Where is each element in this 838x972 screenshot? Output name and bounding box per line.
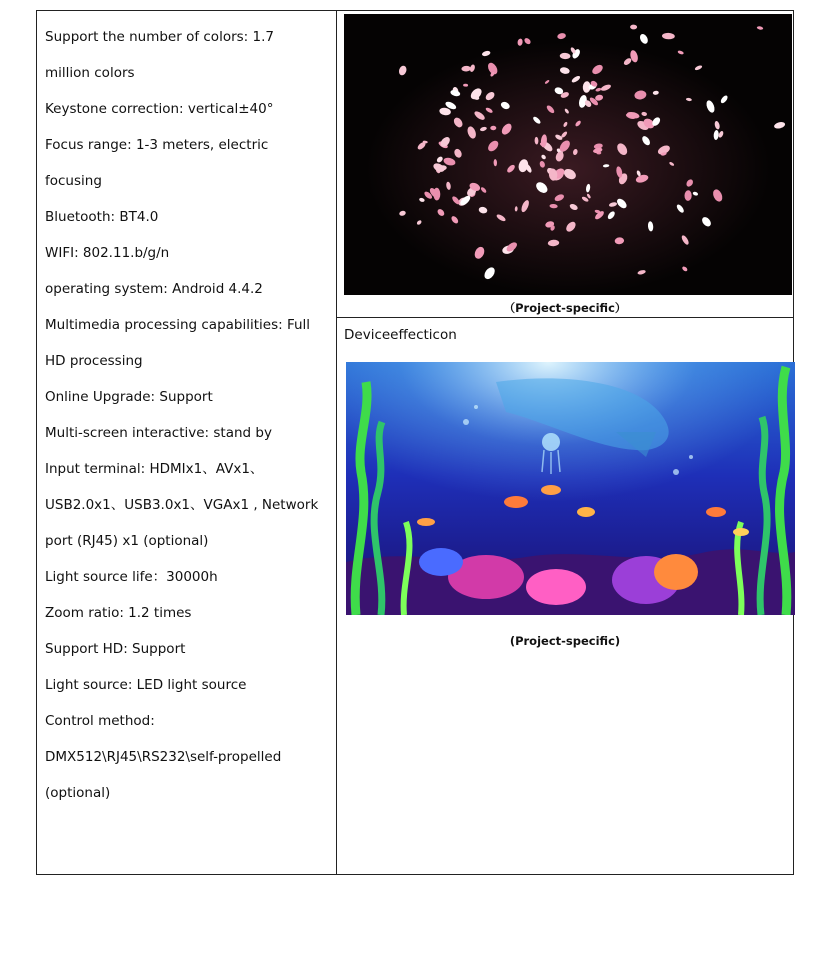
caption-bottom: (Project-specific) <box>509 634 621 648</box>
spec-line: Light source: LED light source <box>45 677 247 693</box>
spec-line: Bluetooth: BT4.0 <box>45 209 159 225</box>
spec-line: USB2.0x1、USB3.0x1、VGAx1 , Network <box>45 497 319 513</box>
row-divider <box>336 317 794 318</box>
spec-line: million colors <box>45 65 135 81</box>
caption-top: （Project-specific） <box>503 301 627 315</box>
spec-line: (optional) <box>45 785 111 801</box>
spec-line: focusing <box>45 173 102 189</box>
spec-line: Light source life：30000h <box>45 569 218 585</box>
spec-line: Multi-screen interactive: stand by <box>45 425 272 441</box>
spec-table <box>36 10 794 875</box>
spec-line: Support the number of colors: 1.7 <box>45 29 274 45</box>
spec-line: Focus range: 1-3 meters, electric <box>45 137 269 153</box>
spec-line: Support HD: Support <box>45 641 186 657</box>
spec-line: Online Upgrade: Support <box>45 389 213 405</box>
spec-line: Multimedia processing capabilities: Full <box>45 317 311 333</box>
spec-line: WIFI: 802.11.b/g/n <box>45 245 170 261</box>
spec-line: DMX512\RJ45\RS232\self-propelled <box>45 749 282 765</box>
spec-line: Zoom ratio: 1.2 times <box>45 605 192 621</box>
underwater-effect-image <box>346 362 795 615</box>
spec-line: operating system: Android 4.4.2 <box>45 281 263 297</box>
spec-line: Control method: <box>45 713 155 729</box>
column-divider <box>336 11 337 874</box>
petals-effect-image <box>344 14 792 295</box>
section-title: Deviceeffecticon <box>344 327 457 343</box>
spec-line: Input terminal: HDMIx1、AVx1、 <box>45 461 264 477</box>
spec-line: Keystone correction: vertical±40° <box>45 101 274 117</box>
spec-list <box>45 19 335 811</box>
spec-line: HD processing <box>45 353 143 369</box>
spec-line: port (RJ45) x1 (optional) <box>45 533 209 549</box>
